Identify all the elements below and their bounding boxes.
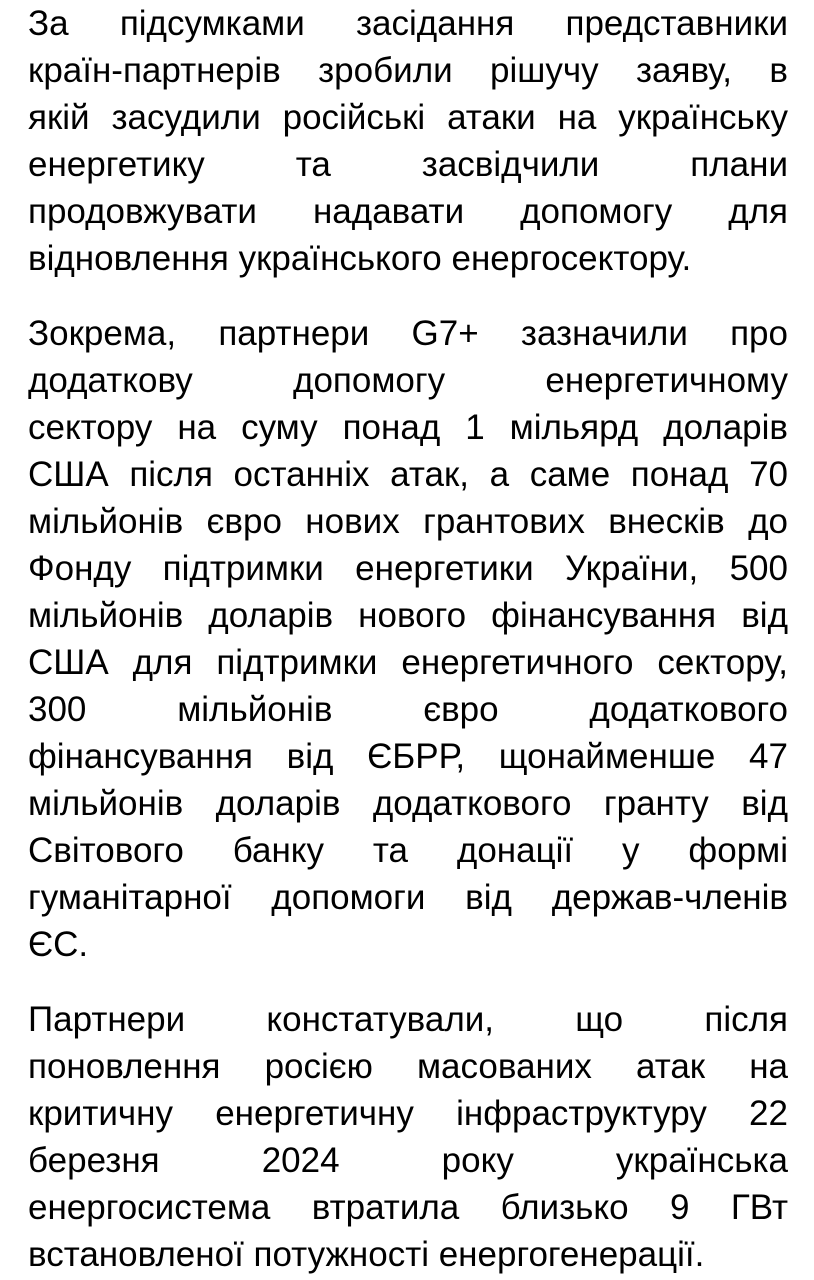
- text-line: якій засудили російські атаки на українську: [28, 98, 788, 137]
- paragraph: [28, 996, 788, 1278]
- text-line: країн-партнерів зробили рішучу заяву, в: [28, 51, 788, 90]
- text-line: додаткову допомогу енергетичному: [28, 361, 788, 400]
- text-line: За підсумками засідання представники: [28, 4, 788, 43]
- text-line: США для підтримки енергетичного сектору,: [28, 643, 788, 682]
- text-line: продовжувати надавати допомогу для: [28, 192, 788, 231]
- text-line: енергосистема втратила близько 9 ГВт: [28, 1188, 788, 1227]
- text-line: мільйонів доларів нового фінансування від: [28, 596, 788, 635]
- text-line: гуманітарної допомоги від держав-членів: [28, 878, 788, 917]
- paragraph: [28, 310, 788, 968]
- text-line: встановленої потужності енергогенерації.: [28, 1235, 705, 1274]
- text-line: Світового банку та донації у формі: [28, 831, 788, 870]
- text-line: відновлення українського енергосектору.: [28, 239, 692, 278]
- text-line: мільйонів євро нових грантових внесків до: [28, 502, 788, 541]
- text-line: фінансування від ЄБРР, щонайменше 47: [28, 737, 788, 776]
- paragraph: [28, 0, 788, 282]
- text-line: енергетику та засвідчили плани: [28, 145, 788, 184]
- text-line: Фонду підтримки енергетики України, 500: [28, 549, 788, 588]
- text-line: Партнери констатували, що після: [28, 1000, 788, 1039]
- text-line: сектору на суму понад 1 мільярд доларів: [28, 408, 788, 447]
- text-line: поновлення росією масованих атак на: [28, 1047, 788, 1086]
- text-line: США після останніх атак, а саме понад 70: [28, 455, 788, 494]
- text-line: мільйонів доларів додаткового гранту від: [28, 784, 788, 823]
- text-line: 300 мільйонів євро додаткового: [28, 690, 788, 729]
- text-line: критичну енергетичну інфраструктуру 22: [28, 1094, 788, 1133]
- text-line: ЄС.: [28, 925, 89, 964]
- text-line: Зокрема, партнери G7+ зазначили про: [28, 314, 788, 353]
- text-line: березня 2024 року українська: [28, 1141, 788, 1180]
